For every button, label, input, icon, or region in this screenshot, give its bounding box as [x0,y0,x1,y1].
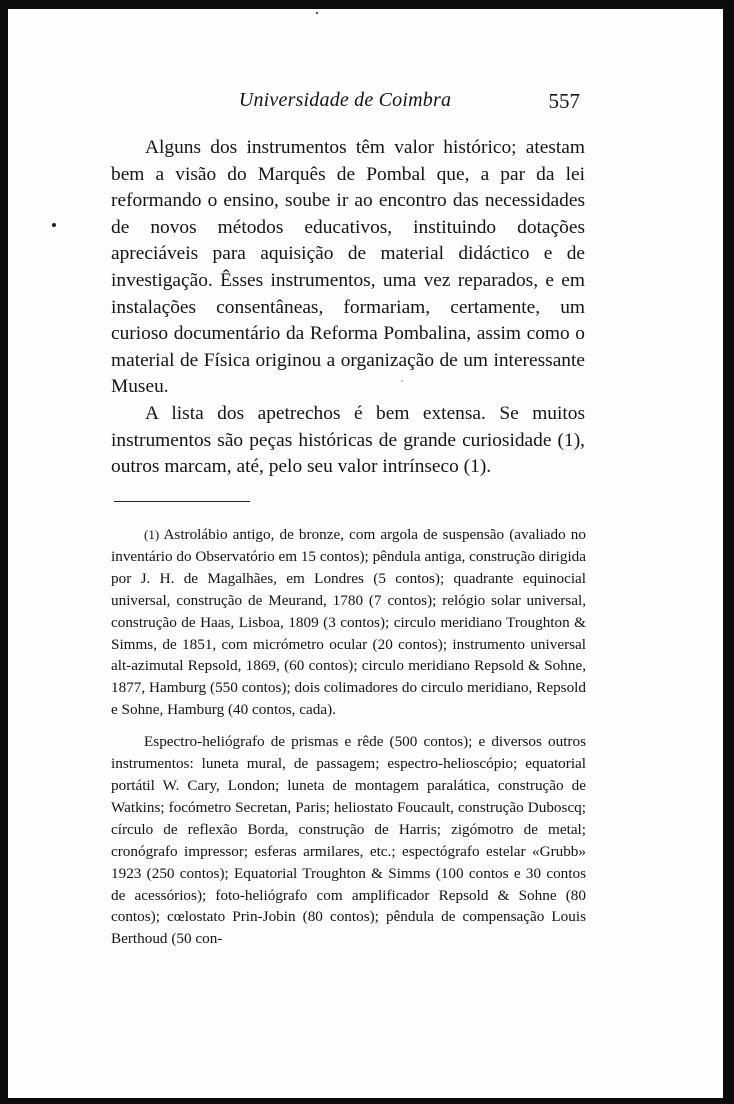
footnote-marker: (1) [144,527,160,542]
footnote-text: Astrolábio antigo, de bronze, com argola de suspensão (avaliado no inventário do Observatório em 15 contos); pêndula antiga, construção dirigida por J. H. de Magalhães, em Londres (5 contos); quadrante equinocial universal, construção de Meurand, 1780 (7 contos); relógio solar universal, construção de Haas, Lisboa, 1809 (3 contos); circulo meridiano Troughton & Simms, de 1851, com micrómetro ocular (20 contos); instrumento universal alt-azimutal Repsold, 1869, (60 contos); circulo meridiano Repsold & Sohne, 1877, Hamburg (550 contos); dois colimadores do circulo meridiano, Repsold e Sohne, Hamburg (40 contos, cada). [111,526,586,719]
running-title: Universidade de Coimbra [238,89,452,111]
footnote-paragraph: Espectro-heliógrafo de prismas e rêde (500 contos); e diversos outros instrumentos: luneta mural, de passagem; espectro-helioscópio; equatorial portátil W. Cary, London; luneta de montagem paralática, construção de Watkins; focómetro Secretan, Paris; heliostato Foucault, construção Duboscq; círculo de reflexão Borda, construção de Harris; zigómotro de metal; cronógrafo impressor; esferas armilares, etc.; espectógrafo estelar «Grubb» 1923 (250 contos); Equatorial Troughton & Simms (100 contos e 30 contos de acessórios); foto-heliógrafo com amplificador Repsold & Sohne (80 contos); cœlostato Prin-Jobin (80 contos); pêndula de compensação Louis Berthoud (50 con- [111,733,586,948]
body-paragraph: Alguns dos instrumentos têm valor histórico; atestam bem a visão do Marquês de Pombal que, a par da lei reformando o ensino, soube ir ao encontro das necessidades de novos métodos educativos, instituindo dotações apreciáveis para aquisição de material didáctico e de investigação. Êsses instrumentos, uma vez reparados, e em instalações consentâneas, formariam, certamente, um curioso documentário da Reforma Pombalina, assim como o material de Física originou a organização de um interessante Museu. [111,137,585,398]
paper-specks [8,9,723,1098]
page-number: 557 [548,89,580,113]
body-paragraph: A lista dos apetrechos é bem extensa. Se muitos instrumentos são peças históricas de grande curiosidade (1), outros marcam, até, pelo seu valor intrínseco (1). [111,402,585,478]
